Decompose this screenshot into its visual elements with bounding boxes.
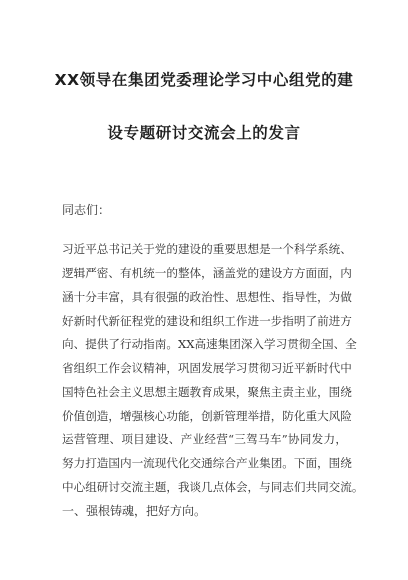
paragraph-line: 逻辑严密、有机统一的整体，涵盖党的建设方方面面，内 [62, 266, 352, 280]
paragraph-line: 价值创造，增强核心功能，创新管理举措，防化重大风险 [62, 409, 352, 423]
document-title-line-1: XX领导在集团党委理论学习中心组党的建 [54, 71, 354, 89]
paragraph-line: 习近平总书记关于党的建设的重要思想是一个科学系统、 [62, 242, 352, 256]
paragraph-line: 努力打造国内一流现代化交通综合产业集团。下面，围绕 [62, 456, 352, 470]
salutation: 同志们： [62, 203, 111, 217]
paragraph-line: 运营管理、项目建设、产业经营“三驾马车”协同发力， [62, 432, 347, 446]
paragraph-line: 国特色社会主义思想主题教育成果，聚焦主责主业，围绕 [62, 385, 352, 399]
paragraph-line: 向、提供了行动指南。XX高速集团深入学习贯彻全国、全 [62, 337, 357, 351]
paragraph-line: 涵十分丰富，具有很强的政治性、思想性、指导性，为做 [62, 290, 352, 304]
paragraph-line: 省组织工作会议精神，巩固发展学习贯彻习近平新时代中 [62, 361, 352, 375]
paragraph-line: 好新时代新征程党的建设和组织工作进一步指明了前进方 [62, 314, 352, 328]
section-heading: 一、强根铸魂，把好方向。 [62, 504, 207, 518]
paragraph-line: 中心组研讨交流主题，我谈几点体会，与同志们共同交流。 [62, 480, 364, 494]
document-title-line-2: 设专题研讨交流会上的发言 [107, 124, 301, 142]
